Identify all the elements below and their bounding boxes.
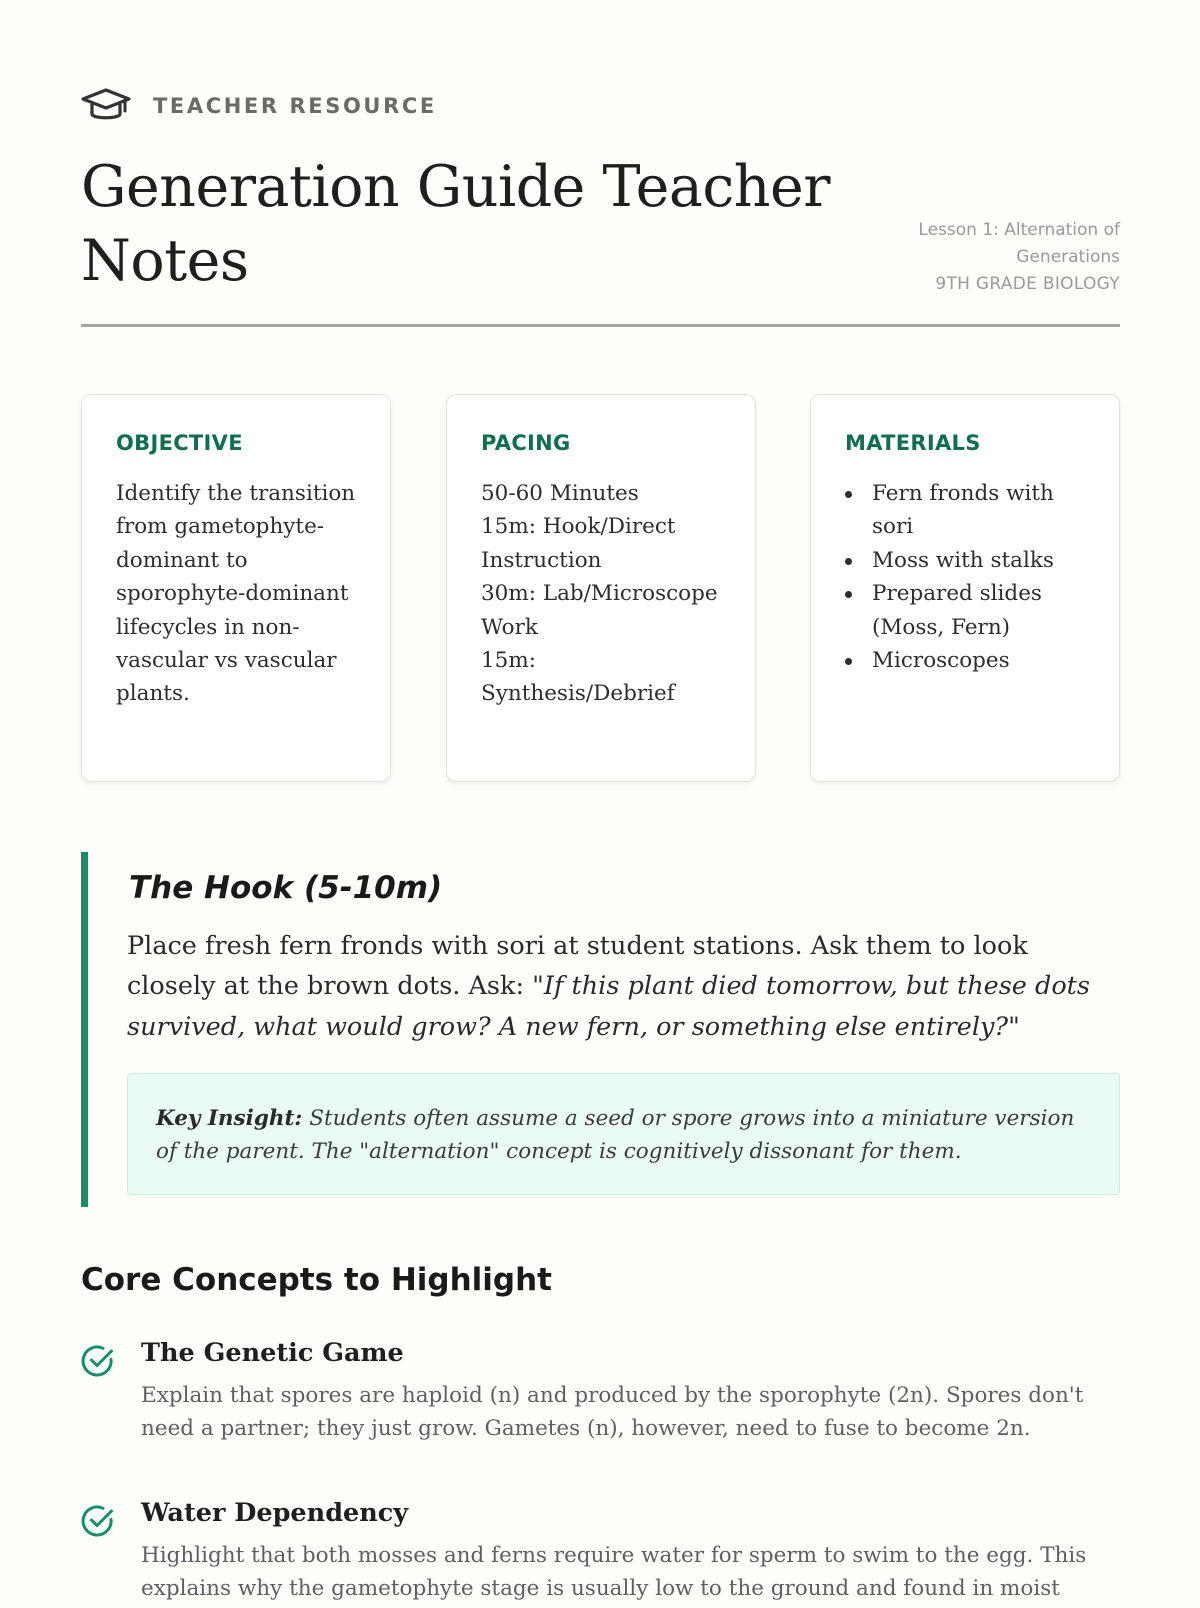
objective-card: [81, 394, 391, 782]
key-insight-callout: [127, 1073, 1120, 1195]
core-concepts-title: Core Concepts to Highlight: [81, 1262, 552, 1298]
materials-card: [810, 394, 1120, 782]
hook-quote: "If this plant died tomorrow, but these dots survived, what would grow? A new fern, or something else entirely?": [127, 971, 1091, 1042]
grade-level: 9TH GRADE BIOLOGY: [935, 274, 1120, 294]
bullet-icon: [845, 491, 852, 498]
materials-heading: MATERIALS: [845, 431, 981, 455]
insight-label: Key Insight:: [156, 1106, 303, 1131]
list-item: Fern fronds with sori: [845, 477, 1085, 544]
lesson-meta: [870, 217, 1120, 298]
overview-cards: [81, 394, 1120, 784]
header-divider: [81, 324, 1120, 327]
list-item: Prepared slides (Moss, Fern): [845, 577, 1085, 644]
hook-text: Place fresh fern fronds with sori at student stations. Ask them to look closely at the brown dots. Ask: "If this plant died tomorrow, but these dots survived, what would grow? A new fern, or something else entirely?": [127, 931, 1091, 1042]
pacing-heading: PACING: [481, 431, 571, 455]
pacing-card: [446, 394, 756, 782]
graduation-cap-icon: [81, 86, 131, 126]
bullet-icon: [845, 558, 852, 565]
pacing-line: 15m: Hook/Direct Instruction: [481, 514, 676, 573]
concept-item: [81, 1498, 1120, 1608]
check-circle-icon: [81, 1344, 115, 1378]
bullet-icon: [845, 591, 852, 598]
eyebrow-label: TEACHER RESOURCE: [153, 94, 437, 118]
pacing-line: 15m: Synthesis/Debrief: [481, 648, 675, 707]
materials-list: [845, 477, 1085, 677]
eyebrow: [81, 84, 437, 128]
accent-bar: [81, 852, 88, 1207]
objective-heading: OBJECTIVE: [116, 431, 243, 455]
pacing-line: 50-60 Minutes: [481, 481, 639, 506]
concept-item: [81, 1338, 1120, 1448]
check-circle-icon: [81, 1504, 115, 1538]
concept-text: Explain that spores are haploid (n) and produced by the sporophyte (2n). Spores don't need a partner; they just grow. Gametes (n), however, need to fuse to become 2n.: [141, 1383, 1084, 1442]
hook-title: The Hook (5-10m): [129, 870, 443, 906]
hook-section: [81, 852, 1120, 1207]
pacing-line: 30m: Lab/Microscope Work: [481, 581, 718, 640]
pacing-list: [481, 477, 721, 711]
insight-text: Students often assume a seed or spore grows into a miniature version of the parent. The "alternation" concept is cognitively dissonant for them.: [156, 1106, 1075, 1165]
lesson-name: Lesson 1: Alternation of Generations: [918, 220, 1120, 267]
objective-text: Identify the transition from gametophyte-dominant to sporophyte-dominant lifecycles in non-vascular vs vascular plants.: [116, 481, 356, 707]
concept-title: The Genetic Game: [141, 1338, 404, 1368]
concept-text: Highlight that both mosses and ferns require water for sperm to swim to the egg. This explains why the gametophyte stage is usually low to the ground and found in moist: [141, 1543, 1087, 1602]
bullet-icon: [845, 658, 852, 665]
list-item: Moss with stalks: [845, 544, 1085, 577]
page-title: Generation Guide Teacher Notes: [81, 154, 830, 294]
list-item: Microscopes: [845, 644, 1085, 677]
concept-title: Water Dependency: [141, 1498, 409, 1528]
